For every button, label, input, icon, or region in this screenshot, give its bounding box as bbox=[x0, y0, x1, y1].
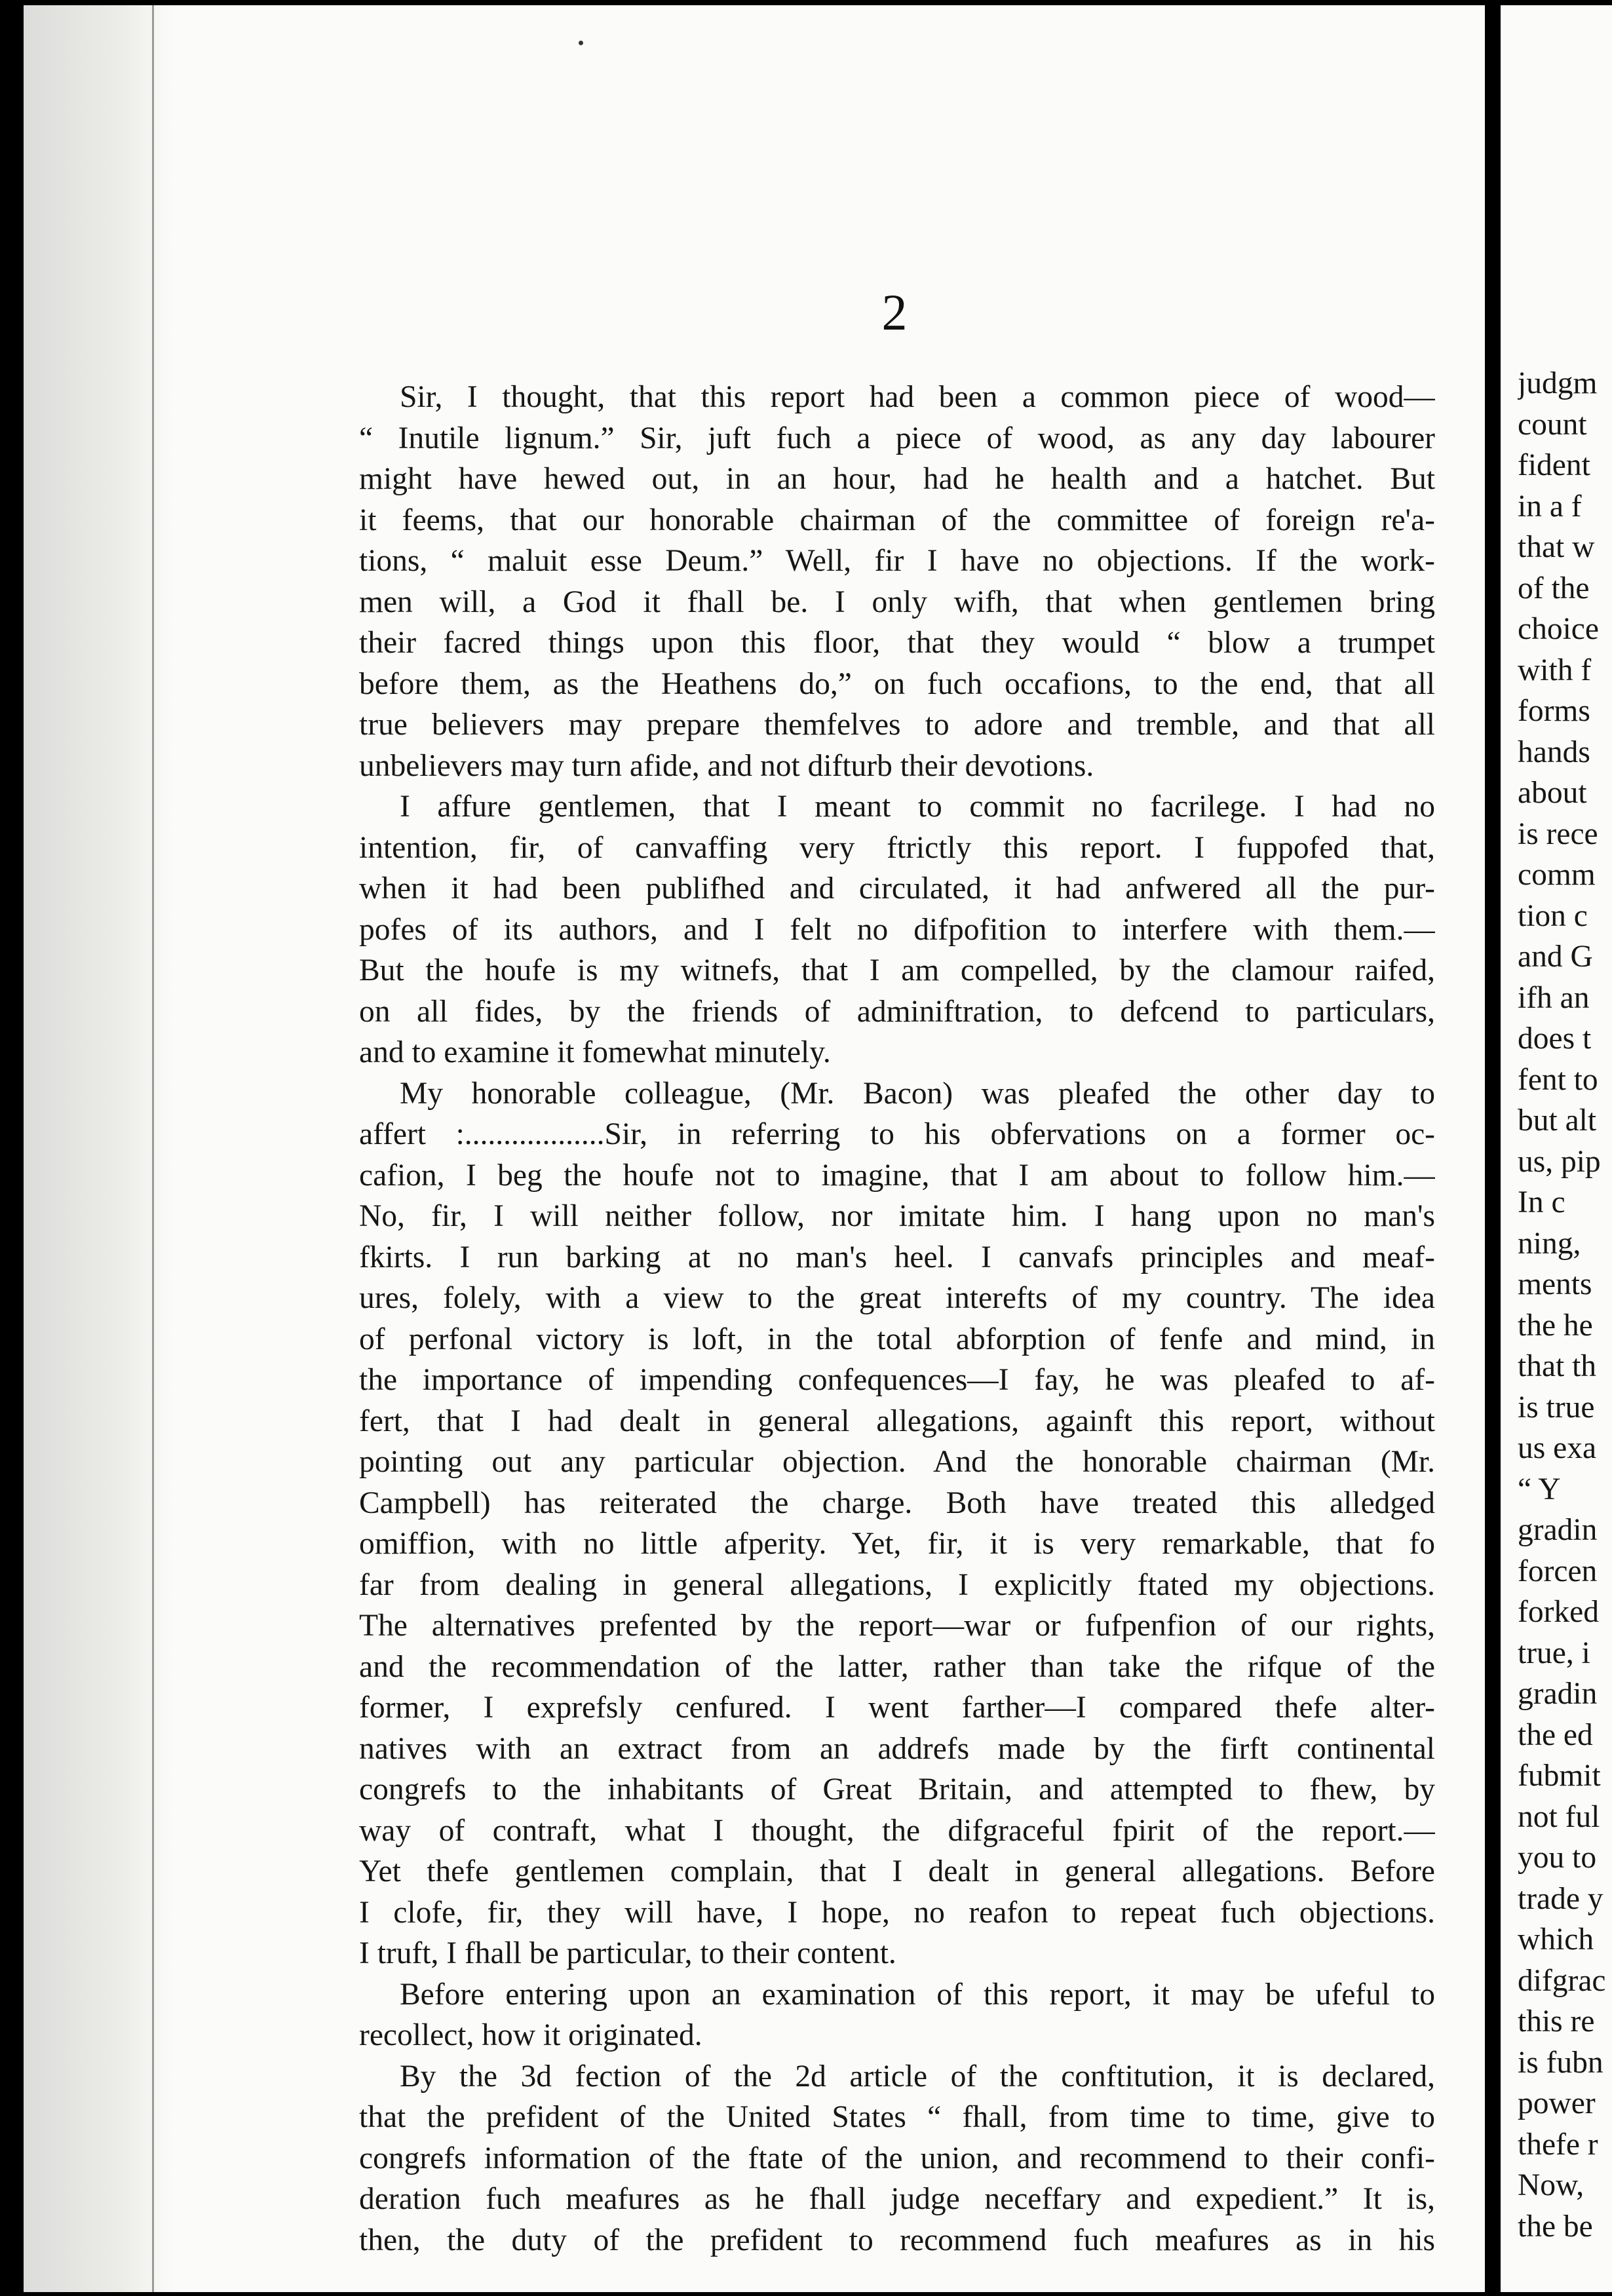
text-line: unbelievers may turn afide, and not difturb their devotions. bbox=[359, 748, 1094, 783]
text-line-fragment: “ Y bbox=[1518, 1472, 1561, 1506]
text-line: far from dealing in general allegations, I explicitly ftated my objections. bbox=[359, 1567, 1435, 1602]
text-line-fragment: In c bbox=[1518, 1185, 1565, 1219]
text-line: Before entering upon an examination of this report, it may be ufeful to bbox=[400, 1977, 1435, 2012]
page-edge-shadow bbox=[24, 5, 173, 2292]
text-line: natives with an extract from an addrefs made by the firft continental bbox=[359, 1731, 1435, 1766]
text-line: pofes of its authors, and I felt no difpofition to interfere with them.— bbox=[359, 912, 1435, 947]
left-page-body-text bbox=[359, 377, 1435, 2261]
book-gutter bbox=[1485, 0, 1501, 2296]
text-line-fragment: trade y bbox=[1518, 1881, 1603, 1916]
text-line-fragment: fident bbox=[1518, 448, 1590, 482]
text-line: I affure gentlemen, that I meant to commit no facrilege. I had no bbox=[400, 790, 1435, 824]
text-line: the importance of impending confequences—I fay, he was pleafed to af- bbox=[359, 1363, 1435, 1397]
text-line: way of contraft, what I thought, the difgraceful fpirit of the report.— bbox=[359, 1813, 1435, 1848]
text-line-fragment: ning, bbox=[1518, 1226, 1581, 1261]
text-line: The alternatives prefented by the report—war or fufpenfion of our rights, bbox=[359, 1609, 1435, 1643]
text-line: Yet thefe gentlemen complain, that I dealt in general allegations. Before bbox=[359, 1854, 1435, 1888]
text-line-fragment: of the bbox=[1518, 571, 1590, 605]
text-line-fragment: this re bbox=[1518, 2004, 1595, 2038]
text-line: congrefs information of the ftate of the union, and recommend to their confi- bbox=[359, 2141, 1435, 2175]
text-line: I clofe, fir, they will have, I hope, no reafon to repeat fuch objections. bbox=[359, 1895, 1435, 1930]
text-line: fert, that I had dealt in general allegations, againft this report, without bbox=[359, 1404, 1435, 1438]
text-line: I truft, I fhall be particular, to their content. bbox=[359, 1936, 896, 1970]
text-line-fragment: true, i bbox=[1518, 1636, 1590, 1670]
text-line: omiffion, with no little afperity. Yet, fir, it is very remarkable, that fo bbox=[359, 1527, 1435, 1561]
page-crease bbox=[152, 5, 154, 2292]
text-line-fragment: forked bbox=[1518, 1595, 1599, 1629]
text-line-fragment: us exa bbox=[1518, 1431, 1597, 1465]
text-line: But the houfe is my witnefs, that I am compelled, by the clamour raifed, bbox=[359, 953, 1435, 987]
text-line: pointing out any particular objection. And the honorable chairman (Mr. bbox=[359, 1445, 1435, 1479]
text-line-fragment: gradin bbox=[1518, 1513, 1598, 1547]
text-line-fragment: and G bbox=[1518, 940, 1593, 974]
text-line: intention, fir, of canvaffing very ftrictly this report. I fuppofed that, bbox=[359, 830, 1435, 865]
text-line-fragment: which bbox=[1518, 1923, 1594, 1957]
text-line-fragment: forcen bbox=[1518, 1554, 1598, 1588]
text-line-fragment: does t bbox=[1518, 1022, 1592, 1056]
text-line: affert :..................Sir, in referring to his obfervations on a former oc- bbox=[359, 1117, 1435, 1151]
text-line-fragment: comm bbox=[1518, 858, 1596, 892]
text-line-fragment: ments bbox=[1518, 1267, 1592, 1301]
text-line-fragment: that th bbox=[1518, 1349, 1597, 1383]
text-line: Sir, I thought, that this report had been a common piece of wood— bbox=[400, 380, 1435, 414]
text-line-fragment: judgm bbox=[1518, 366, 1598, 400]
text-line: when it had been publifhed and circulated, it had anfwered all the pur- bbox=[359, 871, 1435, 906]
text-line: Campbell) has reiterated the charge. Both have treated this alledged bbox=[359, 1485, 1435, 1520]
text-line: “ Inutile lignum.” Sir, juft fuch a piece of wood, as any day labourer bbox=[359, 421, 1435, 455]
text-line-fragment: the be bbox=[1518, 2209, 1593, 2244]
text-line: that the prefident of the United States “ fhall, from time to time, give to bbox=[359, 2100, 1435, 2134]
right-page-partial-text bbox=[1518, 363, 1612, 2247]
text-line: cafion, I beg the houfe not to imagine, that I am about to follow him.— bbox=[359, 1158, 1435, 1193]
text-line: and the recommendation of the latter, rather than take the rifque of the bbox=[359, 1649, 1435, 1684]
text-line: By the 3d fection of the 2d article of the conftitution, it is declared, bbox=[400, 2059, 1435, 2094]
text-line: tions, “ maluit esse Deum.” Well, fir I have no objections. If the work- bbox=[359, 544, 1435, 578]
page-number: 2 bbox=[881, 284, 908, 341]
text-line: No, fir, I will neither follow, nor imitate him. I hang upon no man's bbox=[359, 1199, 1435, 1233]
text-line-fragment: forms bbox=[1518, 694, 1590, 728]
text-line: their facred things upon this floor, that they would “ blow a trumpet bbox=[359, 626, 1435, 660]
text-line: true believers may prepare themfelves to adore and tremble, and that all bbox=[359, 708, 1435, 742]
text-line: of perfonal victory is loft, in the total abforption of fenfe and mind, in bbox=[359, 1322, 1435, 1356]
text-line: former, I exprefsly cenfured. I went farther—I compared thefe alter- bbox=[359, 1691, 1435, 1725]
text-line-fragment: that w bbox=[1518, 530, 1595, 564]
text-line: before them, as the Heathens do,” on fuch occafions, to the end, that all bbox=[359, 666, 1435, 701]
text-line-fragment: the ed bbox=[1518, 1717, 1593, 1752]
text-line-fragment: fubmit bbox=[1518, 1759, 1601, 1793]
text-line-fragment: is fubn bbox=[1518, 2045, 1603, 2080]
text-line: My honorable colleague, (Mr. Bacon) was pleafed the other day to bbox=[400, 1076, 1435, 1111]
text-line-fragment: is true bbox=[1518, 1390, 1595, 1425]
text-line: on all fides, by the friends of adminiftration, to defcend to particulars, bbox=[359, 994, 1435, 1029]
text-line-fragment: difgrac bbox=[1518, 1963, 1606, 1998]
text-line-fragment: fent to bbox=[1518, 1062, 1598, 1097]
text-line-fragment: Now, bbox=[1518, 2168, 1584, 2202]
text-line: men will, a God it fhall be. I only wifh, that when gentlemen bring bbox=[359, 584, 1435, 619]
ink-speck bbox=[579, 41, 583, 45]
text-line: might have hewed out, in an hour, had he health and a hatchet. But bbox=[359, 462, 1435, 496]
text-line: congrefs to the inhabitants of Great Britain, and attempted to fhew, by bbox=[359, 1772, 1435, 1807]
text-line: fkirts. I run barking at no man's heel. I canvafs principles and meaf- bbox=[359, 1240, 1435, 1274]
text-line-fragment: count bbox=[1518, 407, 1587, 442]
text-line: ures, folely, with a view to the great interefts of my country. The idea bbox=[359, 1281, 1435, 1315]
text-line-fragment: power bbox=[1518, 2086, 1596, 2120]
text-line-fragment: not ful bbox=[1518, 1799, 1600, 1834]
text-line-fragment: is rece bbox=[1518, 816, 1598, 851]
text-line-fragment: gradin bbox=[1518, 1677, 1598, 1711]
text-line-fragment: us, pip bbox=[1518, 1144, 1601, 1179]
text-line-fragment: hands bbox=[1518, 735, 1590, 769]
text-line-fragment: but alt bbox=[1518, 1103, 1597, 1138]
text-line-fragment: you to bbox=[1518, 1841, 1597, 1875]
text-line-fragment: in a f bbox=[1518, 489, 1582, 524]
body-paragraphs bbox=[359, 377, 1435, 2261]
text-line-fragment: tion c bbox=[1518, 898, 1588, 933]
text-line: it feems, that our honorable chairman of the committee of foreign re'a- bbox=[359, 503, 1435, 537]
text-line-fragment: about bbox=[1518, 776, 1587, 810]
text-line: then, the duty of the prefident to recommend fuch meafures as in his bbox=[359, 2223, 1435, 2257]
text-line: deration fuch meafures as he fhall judge neceffary and expedient.” It is, bbox=[359, 2182, 1435, 2216]
text-line: recollect, how it originated. bbox=[359, 2018, 702, 2052]
text-line-fragment: choice bbox=[1518, 612, 1599, 646]
text-line-fragment: thefe r bbox=[1518, 2127, 1598, 2162]
text-line-fragment: with f bbox=[1518, 653, 1592, 687]
text-line-fragment: ifh an bbox=[1518, 980, 1590, 1015]
text-line-fragment: the he bbox=[1518, 1308, 1593, 1343]
text-line: and to examine it fomewhat minutely. bbox=[359, 1035, 831, 1069]
